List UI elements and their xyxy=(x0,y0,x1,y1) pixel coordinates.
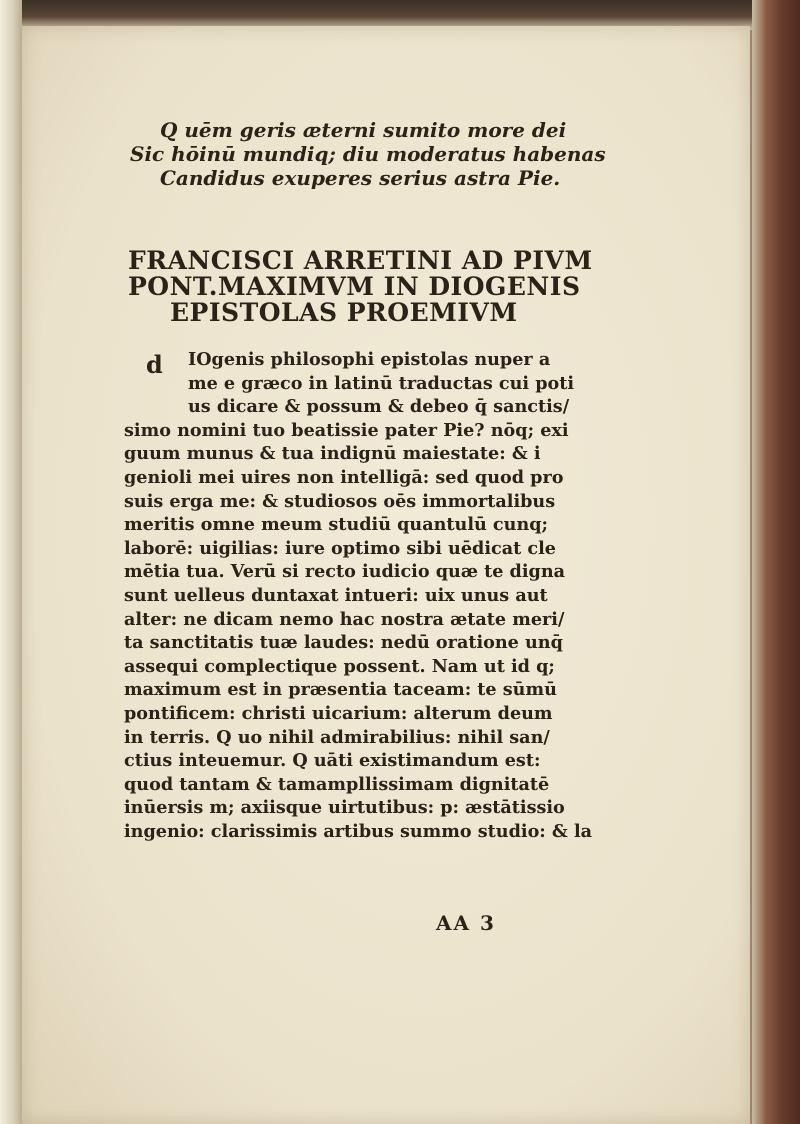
verse-line: Q uēm geris æterni sumito more dei xyxy=(160,118,567,142)
verse-line: Candidus exuperes serius astra Pie. xyxy=(160,166,561,190)
text-line: sunt uelleus duntaxat intueri: uix unus aut xyxy=(124,584,548,606)
text-line: mētia tua. Verū si recto iudicio quæ te digna xyxy=(124,561,566,583)
text-line: alter: ne dicam nemo hac nostra ætate meri/ xyxy=(124,608,565,630)
body-text xyxy=(124,348,604,843)
text-line: guum munus & tua indignū maiestate: & i xyxy=(124,443,541,465)
text-line: pontificem: christi uicarium: alterum deum xyxy=(124,702,553,724)
text-line: laborē: uigilias: iure optimo sibi uēdicat cle xyxy=(124,537,556,559)
book-cover-edge xyxy=(752,0,800,1124)
drop-cap-guide-letter: d xyxy=(146,350,163,379)
text-line: us dicare & possum & debeo q̄ sanctis/ xyxy=(188,396,570,418)
dedicatory-verse xyxy=(130,118,606,190)
book-left-edge xyxy=(0,0,22,1124)
text-line: suis erga me: & studiosos oēs immortalibus xyxy=(124,490,556,512)
section-heading xyxy=(128,248,598,326)
text-line: simo nomini tuo beatissie pater Pie? nōq; exi xyxy=(124,419,569,441)
signature-mark: AA 3 xyxy=(436,911,496,935)
text-line: ta sanctitatis tuæ laudes: nedū oratione unq̄ xyxy=(124,632,563,654)
text-line: meritis omne meum studiū quantulū cunq; xyxy=(124,514,549,536)
text-line: IOgenis philosophi epistolas nuper a xyxy=(188,349,551,370)
text-line: ingenio: clarissimis artibus summo studio: & la xyxy=(124,820,593,842)
heading-line: EPISTOLAS PROEMIVM xyxy=(170,298,518,327)
text-line: genioli mei uires non intelligā: sed quod pro xyxy=(124,466,564,488)
text-line: inūersis m; axiisque uirtutibus: p: æstātissio xyxy=(124,797,565,819)
text-line: assequi complectique possent. Nam ut id q; xyxy=(124,655,555,677)
heading-line: PONT.MAXIMVM IN DIOGENIS xyxy=(128,272,581,301)
text-line: ctius inteuemur. Q uāti existimandum est: xyxy=(124,750,541,772)
text-line: maximum est in præsentia taceam: te sūmū xyxy=(124,679,557,701)
verse-line: Sic hōinū mundiq; diu moderatus habenas xyxy=(130,142,606,166)
text-line: in terris. Q uo nihil admirabilius: nihil san/ xyxy=(124,726,550,748)
text-line: me e græco in latinū traductas cui poti xyxy=(188,372,575,394)
heading-line: FRANCISCI ARRETINI AD PIVM xyxy=(128,246,593,275)
text-line: quod tantam & tamampllissimam dignitatē xyxy=(124,773,550,795)
